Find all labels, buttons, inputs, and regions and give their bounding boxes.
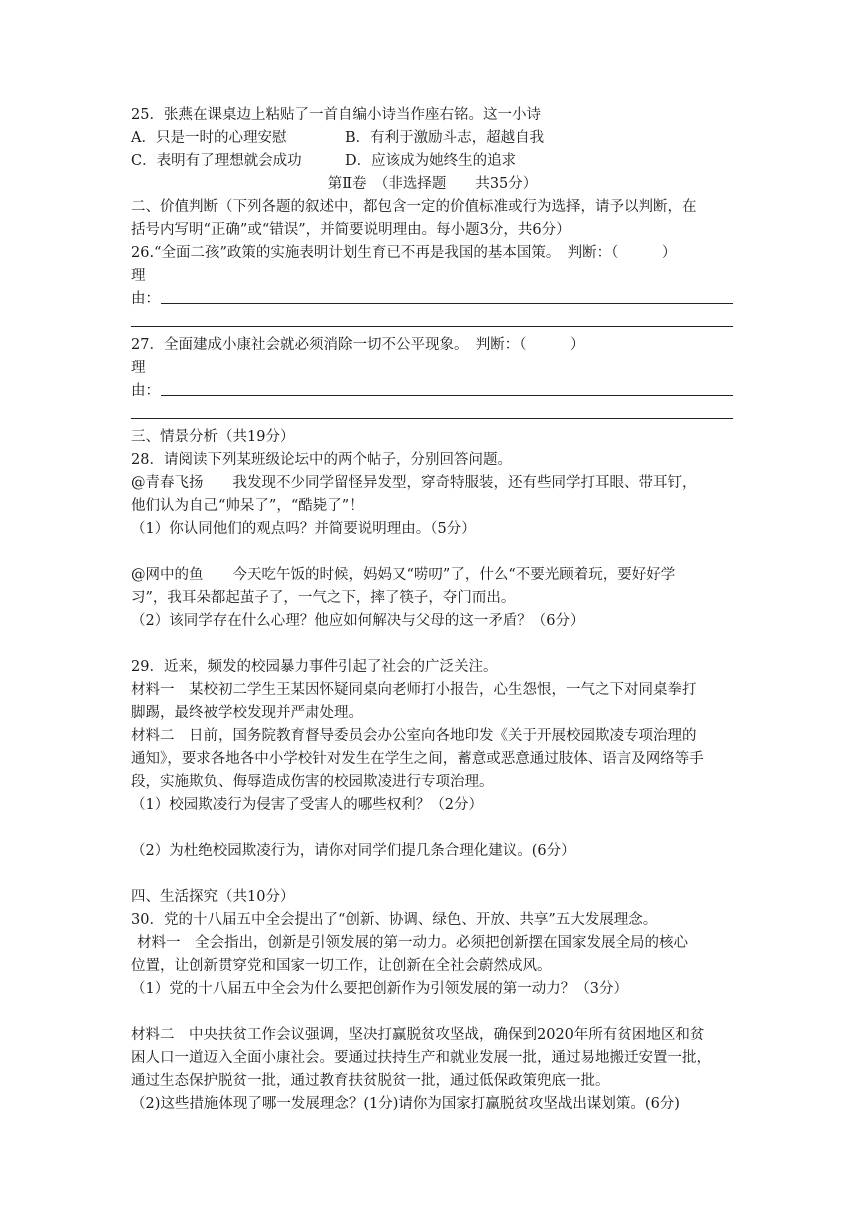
section4-heading: 四、生活探究（共10分） bbox=[131, 889, 295, 905]
q27-reason-label-1: 理 bbox=[131, 360, 146, 376]
q26-reason-label-1: 理 bbox=[131, 268, 146, 284]
q29-material2-line3: 段，实施欺负、侮辱造成伤害的校园欺凌进行专项治理。 bbox=[131, 774, 494, 790]
q29-subquestion-2: （2）为杜绝校园欺凌行为，请你对同学们提几条合理化建议。(6分） bbox=[131, 843, 576, 859]
q30-stem: 30．党的十八届五中全会提出了“创新、协调、绿色、开放、共享”五大发展理念。 bbox=[131, 912, 658, 928]
q25-stem: 25．张燕在课桌边上粘贴了一首自编小诗当作座右铭。这一小诗 bbox=[131, 107, 541, 123]
q30-material1-line1: 材料一 全会指出，创新是引领发展的第一动力。必须把创新摆在国家发展全局的核心 bbox=[137, 935, 688, 951]
q27-answer-line-1 bbox=[161, 395, 733, 396]
q28-post2-line2: 习”，我耳朵都起茧子了，一气之下，摔了筷子，夺门而出。 bbox=[131, 590, 516, 606]
q29-stem: 29．近来，频发的校园暴力事件引起了社会的广泛关注。 bbox=[131, 659, 498, 675]
q30-material1-line2: 位置，让创新贯穿党和国家一切工作，让创新在全社会蔚然成风。 bbox=[131, 958, 552, 974]
q27-stem: 27．全面建成小康社会就必须消除一切不公平现象。 判断：（ ） bbox=[131, 337, 585, 353]
q30-material2-line2: 困人口一道迈入全面小康社会。要通过扶持生产和就业发展一批，通过易地搬迁安置一批， bbox=[131, 1050, 711, 1066]
q28-post1-line2: 他们认为自己“帅呆了”，“酷毙了”！ bbox=[131, 498, 364, 514]
q26-answer-line-2 bbox=[131, 326, 733, 327]
q29-material1-line2: 脚踢，最终被学校发现并严肃处理。 bbox=[131, 705, 363, 721]
q29-material2-line2: 通知》，要求各地各中小学校针对发生在学生之间，蓄意或恶意通过肢体、语言及网络等手 bbox=[131, 751, 704, 767]
q28-stem: 28．请阅读下列某班级论坛中的两个帖子，分别回答问题。 bbox=[131, 452, 512, 468]
q29-material2-line1: 材料二 日前，国务院教育督导委员会办公室向各地印发《关于开展校园欺凌专项治理的 bbox=[131, 728, 697, 744]
q29-subquestion-1: （1）校园欺凌行为侵害了受害人的哪些权利？（2分） bbox=[131, 797, 483, 813]
q30-subquestion-2: （2)这些措施体现了哪一发展理念？(1分)请你为国家打赢脱贫攻坚战出谋划策。(6分) bbox=[131, 1096, 680, 1112]
section2-heading-line1: 二、价值判断（下列各题的叙述中，都包含一定的价值标准或行为选择，请予以判断，在 bbox=[131, 199, 697, 215]
q30-material2-line1: 材料二 中央扶贫工作会议强调，坚决打赢脱贫攻坚战，确保到2020年所有贫困地区和贫 bbox=[131, 1027, 705, 1043]
q26-reason-label-2: 由： bbox=[131, 291, 160, 307]
q27-answer-line-2 bbox=[131, 418, 733, 419]
q25-option-c: C．表明有了理想就会成功 bbox=[131, 153, 302, 169]
q28-subquestion-2: （2）该同学存在什么心理？他应如何解决与父母的这一矛盾？（6分） bbox=[131, 613, 585, 629]
section3-heading: 三、情景分析（共19分） bbox=[131, 429, 295, 445]
section2-heading-line2: 括号内写明“正确”或“错误”，并简要说明理由。每小题3分，共6分） bbox=[131, 222, 571, 238]
q28-subquestion-1: （1）你认同他们的观点吗？并简要说明理由。（5分） bbox=[131, 521, 476, 537]
q28-post1-line1: @青春飞扬 我发现不少同学留怪异发型，穿奇特服装，还有些同学打耳眼、带耳钉， bbox=[131, 475, 697, 491]
q26-answer-line-1 bbox=[161, 303, 733, 304]
q27-reason-label-2: 由： bbox=[131, 383, 160, 399]
q29-material1-line1: 材料一 某校初二学生王某因怀疑同桌向老师打小报告，心生怨恨，一气之下对同桌拳打 bbox=[131, 682, 697, 698]
q25-option-d: D．应该成为她终生的追求 bbox=[345, 153, 517, 169]
q28-post2-line1: @网中的鱼 今天吃午饭的时候，妈妈又“唠叨”了，什么“不要光顾着玩，要好好学 bbox=[131, 567, 676, 583]
q26-stem: 26.“全面二孩”政策的实施表明计划生育已不再是我国的基本国策。 判断：（ ） bbox=[131, 245, 677, 261]
part2-title: 第Ⅱ卷 （非选择题 共35分） bbox=[327, 176, 538, 192]
q25-option-a: A．只是一时的心理安慰 bbox=[131, 130, 287, 146]
q25-option-b: B．有利于激励斗志，超越自我 bbox=[345, 130, 545, 146]
q30-material2-line3: 通过生态保护脱贫一批，通过教育扶贫脱贫一批，通过低保政策兜底一批。 bbox=[131, 1073, 610, 1089]
q30-subquestion-1: （1）党的十八届五中全会为什么要把创新作为引领发展的第一动力？（3分） bbox=[131, 981, 628, 997]
